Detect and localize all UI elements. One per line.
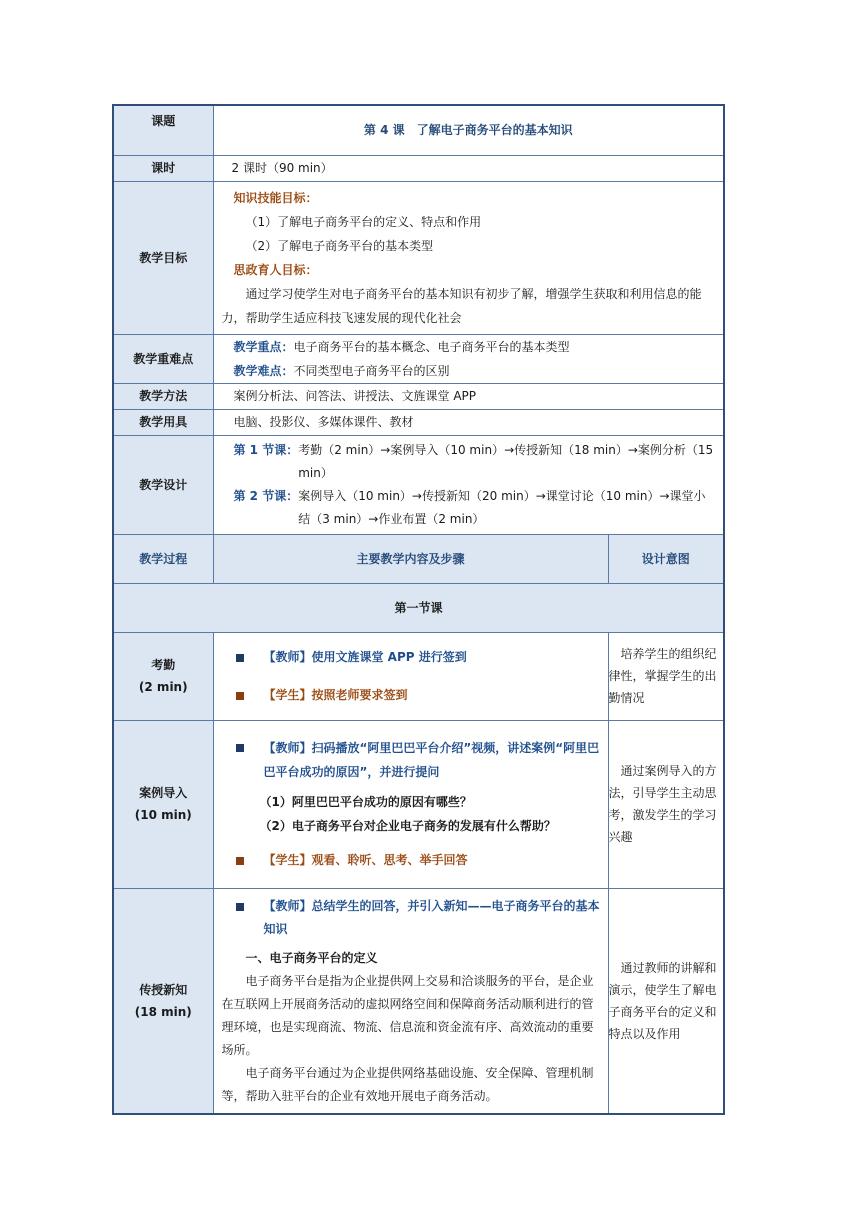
methods-label: 教学方法 [113,383,213,409]
process-col-header: 教学过程 [113,534,213,583]
key-points-content [213,334,724,383]
attendance-intent: 培养学生的组织纪律性，掌握学生的出勤情况 [608,632,724,720]
session1-label: 第 1 节课： [233,442,299,457]
session2-text: 案例导入（10 min）→传授新知（20 min）→课堂讨论（10 min）→课堂小结（3 min）→作业布置（2 min） [298,488,706,526]
tools-label: 教学用具 [113,409,213,435]
bullet-icon [236,744,244,752]
attendance-content [213,632,608,720]
new-knowledge-intent: 通过教师的讲解和演示，使学生了解电子商务平台的定义和特点以及作用 [608,888,724,1114]
bullet-icon [236,903,244,911]
objectives-content [213,181,724,334]
tools-text: 电脑、投影仪、多媒体课件、教材 [213,409,724,435]
list-item: 【学生】观看、聆听、思考、举手回答 [236,848,600,872]
skill-item-2: （2）了解电子商务平台的基本类型 [245,238,434,253]
key-points-label: 教学重难点 [113,334,213,383]
ideology-heading: 思政育人目标： [233,262,318,277]
intent-col-header: 设计意图 [608,534,724,583]
topic-label: 课题 [113,105,213,155]
key-label: 教学重点： [233,339,294,354]
lesson-plan-table [112,104,725,1115]
question-1: （1）阿里巴巴平台成功的原因有哪些？ [259,795,472,809]
key-text: 电子商务平台的基本概念、电子商务平台的基本类型 [293,339,570,354]
case-intro-label: 案例导入 (10 min) [113,720,213,888]
new-knowledge-content [213,888,608,1114]
new-knowledge-label: 传授新知 (18 min) [113,888,213,1114]
list-item: 【学生】按照老师要求签到 [236,676,608,714]
case-intro-content [213,720,608,888]
session2-label: 第 2 节课： [233,488,299,503]
skills-heading: 知识技能目标： [233,190,318,205]
list-item: 【教师】总结学生的回答，并引入新知——电子商务平台的基本知识 [222,895,600,941]
section-heading: 一、电子商务平台的定义 [245,950,378,965]
list-item: 【教师】扫码播放“阿里巴巴平台介绍”视频，讲述案例“阿里巴巴平台成功的原因”，并进行提问 [236,736,600,784]
hours-label: 课时 [113,155,213,181]
hours-value: 2 课时（90 min） [213,155,724,181]
page-title: 第 4 课 了解电子商务平台的基本知识 [213,105,724,155]
paragraph: 电子商务平台是指为企业提供网上交易和洽谈服务的平台，是企业在互联网上开展商务活动的虚拟网络空间和保障商务活动顺利进行的管理环境，也是实现商流、物流、信息流和资金流有序、高效流动的重要场所。 [221,973,594,1057]
list-item: 【教师】使用文旌课堂 APP 进行签到 [236,638,608,676]
design-label: 教学设计 [113,435,213,534]
paragraph: 电子商务平台通过为企业提供网络基础设施、安全保障、管理机制等，帮助入驻平台的企业有效地开展电子商务活动。 [221,1065,594,1103]
objectives-label: 教学目标 [113,181,213,334]
question-2: （2）电子商务平台对企业电子商务的发展有什么帮助？ [259,819,556,833]
difficulty-label: 教学难点： [233,363,294,378]
content-col-header: 主要教学内容及步骤 [213,534,608,583]
bullet-icon [236,857,244,865]
difficulty-text: 不同类型电子商务平台的区别 [293,363,450,378]
session1-text: 考勤（2 min）→案例导入（10 min）→传授新知（18 min）→案例分析（15 min） [298,442,714,480]
case-intro-intent: 通过案例导入的方法，引导学生主动思考，激发学生的学习兴趣 [608,720,724,888]
attendance-label: 考勤 (2 min) [113,632,213,720]
methods-text: 案例分析法、问答法、讲授法、文旌课堂 APP [213,383,724,409]
section-title: 第一节课 [113,583,724,632]
bullet-icon [236,692,244,700]
design-content [213,435,724,534]
skill-item-1: （1）了解电子商务平台的定义、特点和作用 [245,214,482,229]
ideology-text: 通过学习使学生对电子商务平台的基本知识有初步了解，增强学生获取和利用信息的能力，帮助学生适应科技飞速发展的现代化社会 [221,286,702,325]
bullet-icon [236,654,244,662]
